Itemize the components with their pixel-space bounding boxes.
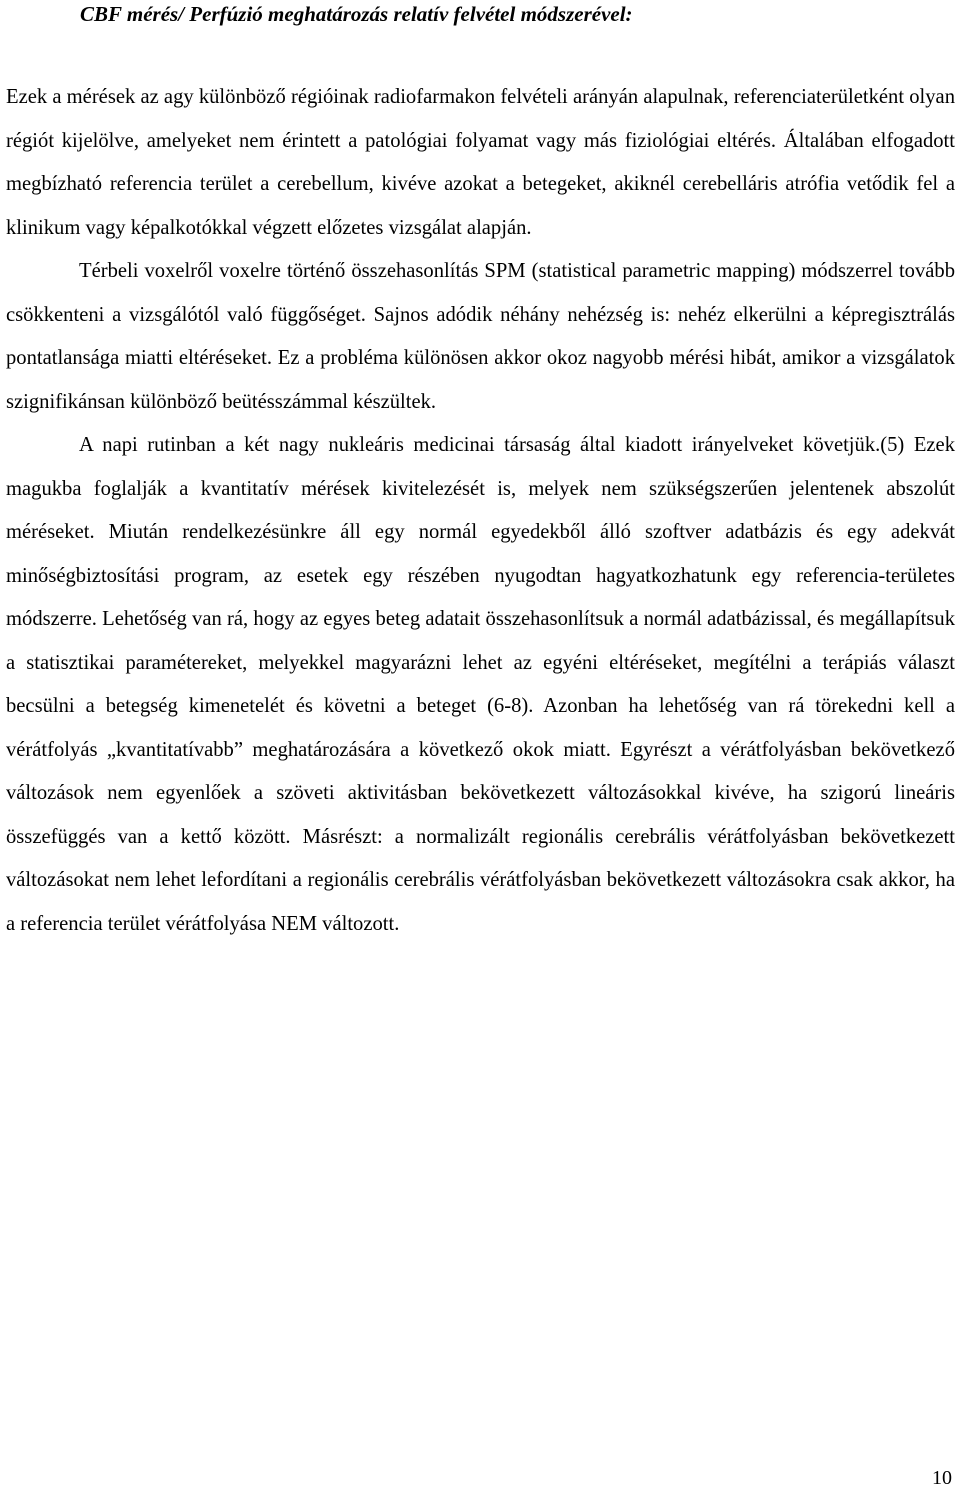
body-text: [6, 76, 955, 946]
paragraph-2: Térbeli voxelről voxelre történő összehasonlítás SPM (statistical parametric mapping) módszerrel tovább csökkenteni a vizsgálótól való függőséget. Sajnos adódik néhány nehézség is: nehéz elkerülni a képregisztrálás pontatlansága miatti eltéréseket. Ez a probléma különösen akkor okoz nagyobb mérési hibát, amikor a vizsgálatok szignifikánsan különböző beütésszámmal készültek.: [6, 260, 955, 413]
paragraph-3: A napi rutinban a két nagy nukleáris medicinai társaság által kiadott irányelveket követjük.(5) Ezek magukba foglalják a kvantitatív mérések kivitelezését is, melyek nem szükségszerűen jelentenek abszolút méréseket. Miután rendelkezésünkre áll egy normál egyedekből álló szoftver adatbázis és egy adekvát minőségbiztosítási program, az esetek egy részében nyugodtan hagyatkozhatunk egy referencia-területes módszerre. Lehetőség van rá, hogy az egyes beteg adatait összehasonlítsuk a normál adatbázissal, és megállapítsuk a statisztikai paramétereket, melyekkel magyarázni lehet az egyéni eltéréseket, megítélni a terápiás választ becsülni a betegség kimenetelét és követni a beteget (6-8). Azonban ha lehetőség van rá törekedni kell a vérátfolyás „kvantitatívabb” meghatározására a következő okok miatt. Egyrészt a vérátfolyásban bekövetkező változások nem egyenlőek a szöveti aktivitásban bekövetkezett változásokkal kivéve, ha szigorú lineáris összefüggés van a kettő között. Másrészt: a normalizált regionális cerebrális vérátfolyásban bekövetkezett változásokat nem lehet lefordítani a regionális cerebrális vérátfolyásban bekövetkezett változásokra csak akkor, ha a referencia terület vérátfolyása NEM változott.: [6, 434, 955, 935]
page-number: 10: [932, 1467, 952, 1489]
paragraph-1: Ezek a mérések az agy különböző régióinak radiofarmakon felvételi arányán alapulnak, referenciaterületként olyan régiót kijelölve, amelyeket nem érintett a patológiai folyamat vagy más fiziológiai eltérés. Általában elfogadott megbízható referencia terület a cerebellum, kivéve azokat a betegeket, akiknél cerebelláris atrófia vetődik fel a klinikum vagy képalkotókkal végzett előzetes vizsgálat alapján.: [6, 86, 955, 239]
section-heading: CBF mérés/ Perfúzió meghatározás relatív felvétel módszerével:: [80, 2, 633, 26]
